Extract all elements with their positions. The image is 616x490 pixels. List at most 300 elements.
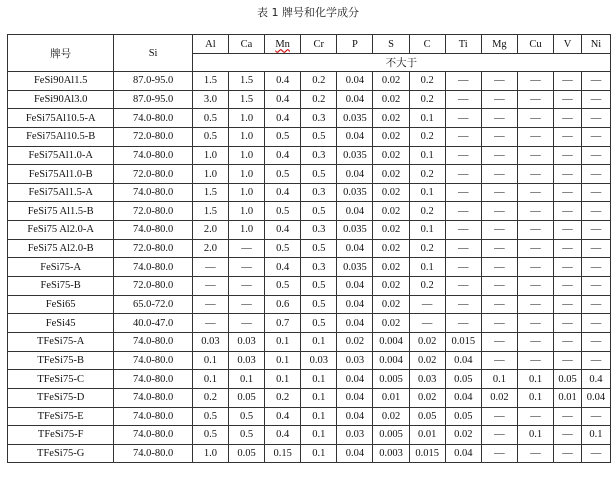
value-cell: — — [481, 258, 517, 277]
value-cell: 0.035 — [337, 146, 373, 165]
value-cell: 0.01 — [373, 388, 409, 407]
value-cell: 0.015 — [445, 332, 481, 351]
value-cell: — — [517, 127, 553, 146]
value-cell: 0.5 — [265, 202, 301, 221]
value-cell: 0.03 — [409, 370, 445, 389]
value-cell: 0.004 — [373, 351, 409, 370]
grade-header: 牌号 — [8, 35, 114, 72]
value-cell: — — [481, 127, 517, 146]
value-cell: 0.5 — [301, 127, 337, 146]
value-cell: 0.5 — [301, 314, 337, 333]
value-cell: 3.0 — [192, 90, 228, 109]
value-cell: — — [517, 109, 553, 128]
si-cell: 74.0-80.0 — [114, 109, 192, 128]
value-cell: 0.2 — [409, 239, 445, 258]
value-cell: 2.0 — [192, 239, 228, 258]
value-cell: 0.2 — [301, 72, 337, 91]
value-cell: 0.04 — [337, 388, 373, 407]
value-cell: — — [581, 183, 610, 202]
value-cell: — — [517, 146, 553, 165]
value-cell: 0.05 — [228, 388, 264, 407]
value-cell: 0.5 — [228, 407, 264, 426]
value-cell: 0.03 — [301, 351, 337, 370]
value-cell: — — [192, 314, 228, 333]
value-cell: — — [581, 202, 610, 221]
value-cell: 0.02 — [373, 165, 409, 184]
value-cell: 0.02 — [409, 388, 445, 407]
grade-cell: TFeSi75-E — [8, 407, 114, 426]
value-cell: — — [481, 314, 517, 333]
value-cell: — — [517, 202, 553, 221]
element-header: Ni — [581, 35, 610, 54]
value-cell: 0.02 — [373, 277, 409, 296]
value-cell: 0.5 — [228, 426, 264, 445]
si-header: Si — [114, 35, 192, 72]
value-cell: 0.1 — [409, 221, 445, 240]
value-cell: 0.02 — [445, 426, 481, 445]
value-cell: — — [581, 444, 610, 463]
grade-cell: TFeSi75-B — [8, 351, 114, 370]
value-cell: — — [517, 72, 553, 91]
value-cell: 0.05 — [409, 407, 445, 426]
value-cell: 0.005 — [373, 370, 409, 389]
table-row — [8, 277, 611, 296]
value-cell: 0.1 — [481, 370, 517, 389]
max-label: 不大于 — [192, 54, 610, 72]
value-cell: 0.04 — [337, 127, 373, 146]
value-cell: 0.5 — [265, 127, 301, 146]
element-header: Cu — [517, 35, 553, 54]
value-cell: 0.15 — [265, 444, 301, 463]
value-cell: — — [517, 295, 553, 314]
value-cell: 0.05 — [445, 407, 481, 426]
value-cell: 0.2 — [409, 202, 445, 221]
value-cell: — — [554, 277, 582, 296]
value-cell: — — [445, 277, 481, 296]
value-cell: 0.03 — [228, 351, 264, 370]
value-cell: 0.6 — [265, 295, 301, 314]
value-cell: 0.02 — [373, 295, 409, 314]
value-cell: — — [554, 295, 582, 314]
value-cell: 1.5 — [192, 202, 228, 221]
value-cell: — — [445, 202, 481, 221]
value-cell: 1.5 — [192, 183, 228, 202]
value-cell: 0.1 — [517, 370, 553, 389]
value-cell: — — [554, 202, 582, 221]
value-cell: 0.035 — [337, 258, 373, 277]
value-cell: 0.04 — [445, 351, 481, 370]
value-cell: — — [581, 72, 610, 91]
value-cell: 1.0 — [192, 165, 228, 184]
grade-cell: TFeSi75-A — [8, 332, 114, 351]
value-cell: 0.1 — [409, 258, 445, 277]
value-cell: 0.5 — [192, 407, 228, 426]
value-cell: — — [481, 221, 517, 240]
value-cell: 0.003 — [373, 444, 409, 463]
value-cell: 0.02 — [373, 183, 409, 202]
value-cell: — — [554, 239, 582, 258]
value-cell: 0.04 — [337, 277, 373, 296]
value-cell: — — [554, 90, 582, 109]
value-cell: — — [517, 221, 553, 240]
value-cell: 0.015 — [409, 444, 445, 463]
value-cell: — — [409, 314, 445, 333]
si-cell: 74.0-80.0 — [114, 258, 192, 277]
value-cell: — — [481, 183, 517, 202]
grade-cell: FeSi75-B — [8, 277, 114, 296]
value-cell: 0.5 — [265, 277, 301, 296]
grade-cell: FeSi75-A — [8, 258, 114, 277]
value-cell: — — [481, 72, 517, 91]
table-row — [8, 165, 611, 184]
value-cell: 0.7 — [265, 314, 301, 333]
value-cell: 0.2 — [409, 165, 445, 184]
table-row — [8, 127, 611, 146]
value-cell: 0.4 — [265, 407, 301, 426]
value-cell: — — [192, 295, 228, 314]
value-cell: 0.1 — [301, 332, 337, 351]
value-cell: — — [481, 165, 517, 184]
value-cell: 0.004 — [373, 332, 409, 351]
value-cell: 0.02 — [481, 388, 517, 407]
value-cell: 0.2 — [409, 90, 445, 109]
element-header: Ti — [445, 35, 481, 54]
value-cell: 0.1 — [265, 370, 301, 389]
si-cell: 74.0-80.0 — [114, 221, 192, 240]
value-cell: 0.04 — [337, 202, 373, 221]
value-cell: 0.03 — [228, 332, 264, 351]
value-cell: — — [554, 444, 582, 463]
value-cell: — — [481, 109, 517, 128]
value-cell: 0.04 — [445, 444, 481, 463]
value-cell: — — [517, 165, 553, 184]
value-cell: — — [445, 146, 481, 165]
table-row — [8, 370, 611, 389]
value-cell: 0.05 — [228, 444, 264, 463]
grade-cell: FeSi90Al1.5 — [8, 72, 114, 91]
value-cell: 0.1 — [301, 444, 337, 463]
value-cell: 0.03 — [337, 351, 373, 370]
value-cell: 0.2 — [409, 127, 445, 146]
grade-cell: TFeSi75-G — [8, 444, 114, 463]
value-cell: — — [445, 314, 481, 333]
value-cell: — — [228, 295, 264, 314]
value-cell: — — [517, 332, 553, 351]
si-cell: 72.0-80.0 — [114, 165, 192, 184]
value-cell: 0.02 — [373, 239, 409, 258]
value-cell: 0.1 — [192, 351, 228, 370]
value-cell: 0.4 — [265, 258, 301, 277]
element-header: V — [554, 35, 582, 54]
si-cell: 74.0-80.0 — [114, 444, 192, 463]
value-cell: 0.5 — [301, 277, 337, 296]
value-cell: — — [517, 351, 553, 370]
value-cell: 0.4 — [265, 72, 301, 91]
value-cell: 0.02 — [409, 351, 445, 370]
value-cell: 0.04 — [337, 407, 373, 426]
value-cell: 0.2 — [301, 90, 337, 109]
value-cell: — — [409, 295, 445, 314]
value-cell: — — [517, 183, 553, 202]
value-cell: 0.03 — [337, 426, 373, 445]
value-cell: 0.04 — [337, 295, 373, 314]
si-cell: 87.0-95.0 — [114, 72, 192, 91]
table-row — [8, 407, 611, 426]
value-cell: — — [581, 90, 610, 109]
grade-cell: FeSi75Al10.5-B — [8, 127, 114, 146]
element-header — [265, 35, 301, 54]
value-cell: 0.3 — [301, 183, 337, 202]
value-cell: — — [445, 127, 481, 146]
value-cell: 0.035 — [337, 183, 373, 202]
si-cell: 74.0-80.0 — [114, 351, 192, 370]
table-row — [8, 202, 611, 221]
value-cell: — — [554, 221, 582, 240]
value-cell: — — [445, 221, 481, 240]
value-cell: 1.0 — [228, 146, 264, 165]
grade-cell: FeSi75 Al2.0-A — [8, 221, 114, 240]
value-cell: — — [228, 239, 264, 258]
element-header: Mg — [481, 35, 517, 54]
element-header: S — [373, 35, 409, 54]
value-cell: 1.0 — [228, 221, 264, 240]
value-cell: 0.035 — [337, 109, 373, 128]
element-header: Ca — [228, 35, 264, 54]
value-cell: 0.3 — [301, 146, 337, 165]
value-cell: — — [517, 444, 553, 463]
value-cell: 0.03 — [192, 332, 228, 351]
value-cell: 0.1 — [581, 426, 610, 445]
si-cell: 74.0-80.0 — [114, 146, 192, 165]
value-cell: — — [581, 295, 610, 314]
element-header: C — [409, 35, 445, 54]
table-row — [8, 109, 611, 128]
table-row — [8, 388, 611, 407]
value-cell: 0.3 — [301, 258, 337, 277]
value-cell: — — [445, 90, 481, 109]
value-cell: 0.04 — [337, 72, 373, 91]
value-cell: — — [481, 444, 517, 463]
value-cell: — — [581, 127, 610, 146]
value-cell: 0.02 — [409, 332, 445, 351]
si-cell: 74.0-80.0 — [114, 388, 192, 407]
value-cell: 0.5 — [192, 109, 228, 128]
value-cell: 0.2 — [265, 388, 301, 407]
value-cell: 1.5 — [228, 90, 264, 109]
table-row — [8, 146, 611, 165]
value-cell: 0.4 — [265, 183, 301, 202]
value-cell: — — [581, 221, 610, 240]
value-cell: — — [554, 127, 582, 146]
value-cell: — — [481, 146, 517, 165]
value-cell: 0.1 — [409, 109, 445, 128]
value-cell: — — [445, 295, 481, 314]
grade-cell: FeSi90Al3.0 — [8, 90, 114, 109]
value-cell: — — [581, 258, 610, 277]
si-cell: 72.0-80.0 — [114, 239, 192, 258]
value-cell: 2.0 — [192, 221, 228, 240]
value-cell: 0.02 — [373, 127, 409, 146]
value-cell: 0.02 — [373, 314, 409, 333]
value-cell: — — [228, 314, 264, 333]
si-cell: 65.0-72.0 — [114, 295, 192, 314]
value-cell: — — [581, 332, 610, 351]
element-header: Al — [192, 35, 228, 54]
element-header: Cr — [301, 35, 337, 54]
value-cell: — — [445, 165, 481, 184]
value-cell: — — [445, 258, 481, 277]
value-cell: — — [481, 351, 517, 370]
value-cell: — — [192, 258, 228, 277]
value-cell: 0.2 — [409, 277, 445, 296]
value-cell: — — [192, 277, 228, 296]
grade-cell: FeSi75Al10.5-A — [8, 109, 114, 128]
table-row — [8, 239, 611, 258]
value-cell: — — [581, 239, 610, 258]
value-cell: 0.1 — [265, 351, 301, 370]
value-cell: — — [481, 277, 517, 296]
value-cell: — — [581, 407, 610, 426]
value-cell: 0.1 — [517, 388, 553, 407]
value-cell: — — [517, 90, 553, 109]
value-cell: — — [554, 332, 582, 351]
value-cell: 0.05 — [554, 370, 582, 389]
value-cell: — — [517, 407, 553, 426]
table-row — [8, 444, 611, 463]
grade-cell: FeSi75 Al1.5-B — [8, 202, 114, 221]
value-cell: 1.0 — [228, 165, 264, 184]
value-cell: 0.02 — [373, 109, 409, 128]
value-cell: 1.0 — [228, 109, 264, 128]
value-cell: 0.035 — [337, 221, 373, 240]
table-row — [8, 426, 611, 445]
value-cell: 0.2 — [192, 388, 228, 407]
value-cell: 0.04 — [337, 370, 373, 389]
value-cell: — — [445, 239, 481, 258]
value-cell: 1.0 — [228, 127, 264, 146]
value-cell: 0.4 — [265, 109, 301, 128]
value-cell: 0.3 — [301, 221, 337, 240]
value-cell: 0.02 — [373, 72, 409, 91]
value-cell: 0.5 — [301, 202, 337, 221]
value-cell: 0.5 — [301, 239, 337, 258]
value-cell: — — [554, 258, 582, 277]
si-cell: 72.0-80.0 — [114, 277, 192, 296]
value-cell: — — [581, 351, 610, 370]
grade-cell: FeSi65 — [8, 295, 114, 314]
si-cell: 74.0-80.0 — [114, 407, 192, 426]
grade-cell: TFeSi75-C — [8, 370, 114, 389]
value-cell: — — [554, 407, 582, 426]
value-cell: — — [481, 295, 517, 314]
value-cell: 0.5 — [192, 127, 228, 146]
value-cell: — — [445, 72, 481, 91]
value-cell: — — [554, 426, 582, 445]
value-cell: — — [581, 165, 610, 184]
value-cell: — — [554, 72, 582, 91]
header-row — [8, 35, 611, 54]
value-cell: 0.1 — [409, 146, 445, 165]
value-cell: — — [581, 146, 610, 165]
value-cell: 0.02 — [373, 258, 409, 277]
value-cell: 0.04 — [581, 388, 610, 407]
value-cell: — — [481, 332, 517, 351]
grade-cell: TFeSi75-D — [8, 388, 114, 407]
value-cell: 0.5 — [265, 239, 301, 258]
value-cell: — — [481, 202, 517, 221]
value-cell: 0.4 — [265, 426, 301, 445]
value-cell: — — [581, 314, 610, 333]
value-cell: 0.1 — [301, 370, 337, 389]
value-cell: — — [517, 277, 553, 296]
value-cell: 0.02 — [373, 146, 409, 165]
value-cell: 0.5 — [301, 165, 337, 184]
grade-cell: FeSi75Al1.5-A — [8, 183, 114, 202]
si-cell: 72.0-80.0 — [114, 127, 192, 146]
value-cell: 0.1 — [409, 183, 445, 202]
value-cell: 0.02 — [373, 90, 409, 109]
value-cell: — — [481, 239, 517, 258]
value-cell: 0.02 — [373, 407, 409, 426]
value-cell: 0.1 — [301, 426, 337, 445]
table-body — [8, 72, 611, 463]
value-cell: 0.5 — [192, 426, 228, 445]
value-cell: 0.02 — [337, 332, 373, 351]
value-cell: 0.4 — [265, 146, 301, 165]
value-cell: — — [517, 239, 553, 258]
table-row — [8, 258, 611, 277]
value-cell: — — [517, 314, 553, 333]
value-cell: 0.1 — [192, 370, 228, 389]
value-cell: 1.5 — [228, 72, 264, 91]
value-cell: — — [554, 109, 582, 128]
value-cell: — — [554, 351, 582, 370]
value-cell: — — [228, 277, 264, 296]
value-cell: 0.1 — [301, 407, 337, 426]
value-cell: — — [445, 183, 481, 202]
value-cell: — — [481, 90, 517, 109]
table-row — [8, 332, 611, 351]
grade-cell: FeSi45 — [8, 314, 114, 333]
value-cell: 0.01 — [554, 388, 582, 407]
si-cell: 74.0-80.0 — [114, 426, 192, 445]
composition-table — [7, 34, 611, 463]
si-cell: 87.0-95.0 — [114, 90, 192, 109]
value-cell: 0.05 — [445, 370, 481, 389]
table-row — [8, 72, 611, 91]
value-cell: 0.1 — [517, 426, 553, 445]
value-cell: — — [554, 314, 582, 333]
si-cell: 72.0-80.0 — [114, 202, 192, 221]
value-cell: — — [481, 426, 517, 445]
si-cell: 40.0-47.0 — [114, 314, 192, 333]
value-cell: — — [581, 277, 610, 296]
value-cell: 0.4 — [265, 221, 301, 240]
value-cell: 0.04 — [337, 165, 373, 184]
table-caption: 表 1 牌号和化学成分 — [257, 6, 359, 19]
value-cell: 1.0 — [228, 202, 264, 221]
value-cell: 0.4 — [581, 370, 610, 389]
value-cell: 0.005 — [373, 426, 409, 445]
value-cell: 1.0 — [228, 183, 264, 202]
value-cell: 0.01 — [409, 426, 445, 445]
grade-cell: TFeSi75-F — [8, 426, 114, 445]
grade-cell: FeSi75Al1.0-B — [8, 165, 114, 184]
table-row — [8, 183, 611, 202]
value-cell: 0.04 — [445, 388, 481, 407]
value-cell: 0.04 — [337, 90, 373, 109]
grade-cell: FeSi75Al1.0-A — [8, 146, 114, 165]
